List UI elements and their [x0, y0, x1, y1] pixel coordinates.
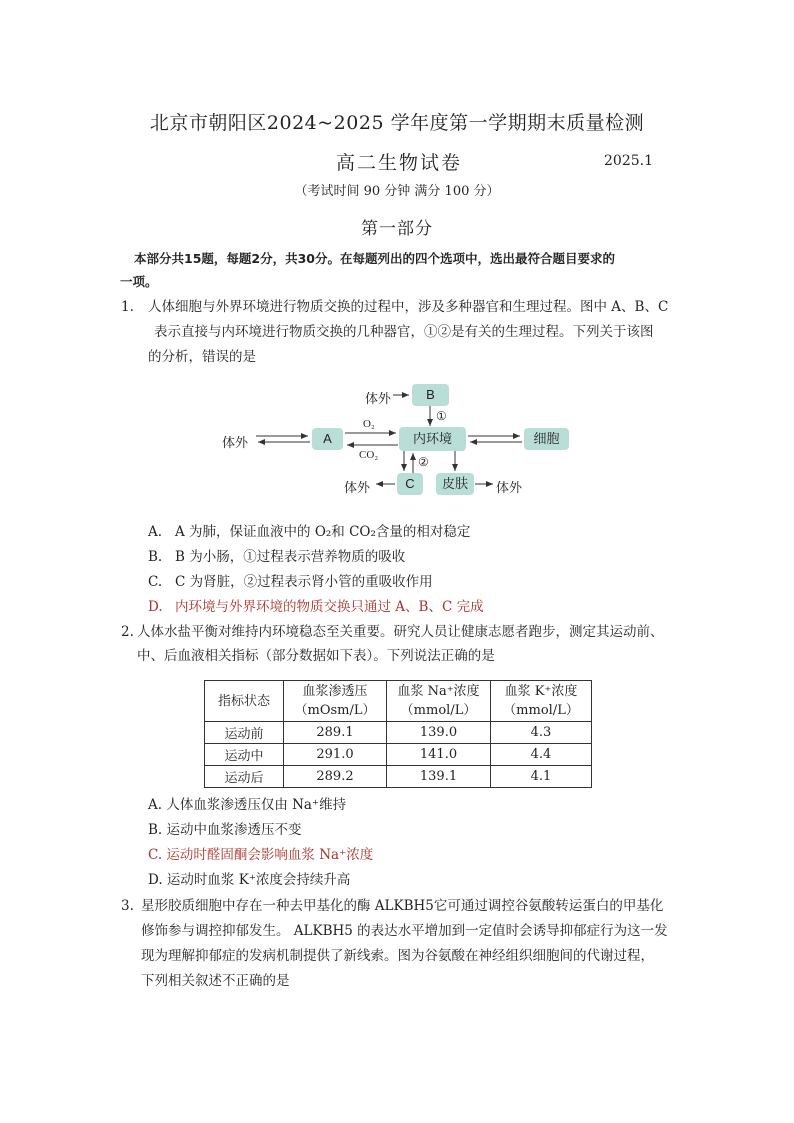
label-process-2: ②: [418, 455, 429, 469]
q3-number: 3.: [121, 898, 134, 914]
q3-line1: 星形胶质细胞中存在一种去甲基化的酶 ALKBH5它可通过调控谷氨酸转运蛋白的甲基化: [141, 898, 664, 914]
label-outside-left: 体外: [222, 435, 249, 450]
table-header-row: [205, 681, 592, 722]
table-cell: 289.2: [284, 766, 387, 788]
exam-title: 北京市朝阳区2024~2025 学年度第一学期期末质量检测: [149, 112, 645, 134]
label-outside-bottom: 体外: [344, 480, 371, 495]
q1-option-d: 内环境与外界环境的物质交换只通过 A、B、C 完成: [175, 599, 484, 615]
q2-data-table: [204, 680, 592, 788]
table-row: [205, 722, 592, 744]
exam-subtitle: 高二生物试卷: [336, 152, 463, 174]
exam-date: 2025.1: [604, 153, 653, 169]
box-c: C: [397, 473, 423, 495]
part-intro-line2: 一项。: [120, 274, 158, 289]
q1-option-d-letter: D.: [148, 599, 163, 615]
q1-number: 1.: [121, 299, 134, 315]
table-header-sodium: [387, 681, 491, 722]
header-sodium-unit: （mmol/L）: [400, 703, 477, 718]
table-cell: 291.0: [284, 744, 387, 766]
label-outside-right: 体外: [496, 480, 523, 495]
label-process-1: ①: [436, 409, 447, 423]
header-potassium-unit: （mmol/L）: [503, 703, 579, 718]
q1-line2: 表示直接与内环境进行物质交换的几种器官，①②是有关的生理过程。下列关于该图: [154, 324, 654, 340]
box-skin: 皮肤: [436, 473, 474, 495]
q1-option-c: C 为肾脏，②过程表示肾小管的重吸收作用: [175, 574, 433, 590]
q1-option-b: B 为小肠，①过程表示营养物质的吸收: [175, 549, 406, 565]
q3-line3: 现为理解抑郁症的发病机制提供了新线索。图为谷氨酸在神经组织细胞间的代谢过程，: [141, 948, 654, 964]
table-cell: 4.1: [491, 766, 592, 788]
label-o2: O₂: [363, 418, 375, 430]
table-cell: 4.3: [491, 722, 592, 744]
q1-option-c-letter: C.: [148, 574, 163, 590]
table-cell: 运动中: [205, 744, 284, 766]
label-outside-top: 体外: [365, 391, 392, 406]
q3-line2: 修饰参与调控抑郁发生。 ALKBH5 的表达水平增加到一定值时会诱导抑郁症行为这一发: [141, 923, 668, 939]
table-cell: 4.4: [491, 744, 592, 766]
q1-option-a-letter: A.: [148, 524, 163, 540]
q1-option-b-letter: B.: [148, 549, 163, 565]
table-cell: 289.1: [284, 722, 387, 744]
q2-number: 2.: [121, 624, 134, 640]
box-inner-environment: 内环境: [399, 427, 466, 451]
part-intro-line1: 本部分共15题，每题2分，共30分。在每题列出的四个选项中，选出最符合题目要求的: [134, 251, 615, 266]
header-state-label: 指标状态: [217, 693, 270, 709]
q2-line2: 中、后血液相关指标（部分数据如下表）。下列说法正确的是: [137, 648, 495, 664]
table-header-potassium: [491, 681, 592, 722]
part-heading: 第一部分: [361, 219, 433, 239]
q2-option-c: C. 运动时醛固酮会影响血浆 Na⁺浓度: [148, 847, 374, 863]
q3-line4: 下列相关叙述不正确的是: [141, 973, 290, 989]
q1-option-a: A 为肺，保证血液中的 O₂和 CO₂含量的相对稳定: [175, 524, 471, 540]
label-co2: CO₂: [359, 449, 379, 461]
table-row: [205, 766, 592, 788]
header-osmolarity-unit: （mOsm/L）: [294, 703, 376, 718]
header-potassium-label: 血浆 K⁺浓度: [504, 684, 578, 699]
q2-option-b: B. 运动中血浆渗透压不变: [148, 822, 302, 838]
q1-line1: 人体细胞与外界环境进行物质交换的过程中，涉及多种器官和生理过程。图中 A、B、C: [148, 299, 669, 315]
table-row: [205, 744, 592, 766]
q1-line3: 的分析，错误的是: [148, 349, 256, 365]
exam-meta: （考试时间 90 分钟 满分 100 分）: [294, 184, 500, 199]
table-cell: 运动前: [205, 722, 284, 744]
q2-option-d: D. 运动时血浆 K⁺浓度会持续升高: [148, 872, 351, 888]
header-osmolarity-label: 血浆渗透压: [302, 684, 368, 699]
box-a: A: [312, 428, 343, 450]
table-header-state: [205, 681, 284, 722]
table-cell: 运动后: [205, 766, 284, 788]
q2-line1: 人体水盐平衡对维持内环境稳态至关重要。研究人员让健康志愿者跑步，测定其运动前、: [137, 624, 664, 640]
box-b: B: [412, 384, 449, 406]
table-header-osmolarity: [284, 681, 387, 722]
table-cell: 141.0: [387, 744, 491, 766]
table-cell: 139.1: [387, 766, 491, 788]
q2-option-a: A. 人体血浆渗透压仅由 Na⁺维持: [148, 797, 347, 813]
table-cell: 139.0: [387, 722, 491, 744]
box-cell: 细胞: [524, 428, 569, 450]
header-sodium-label: 血浆 Na⁺浓度: [397, 684, 480, 699]
